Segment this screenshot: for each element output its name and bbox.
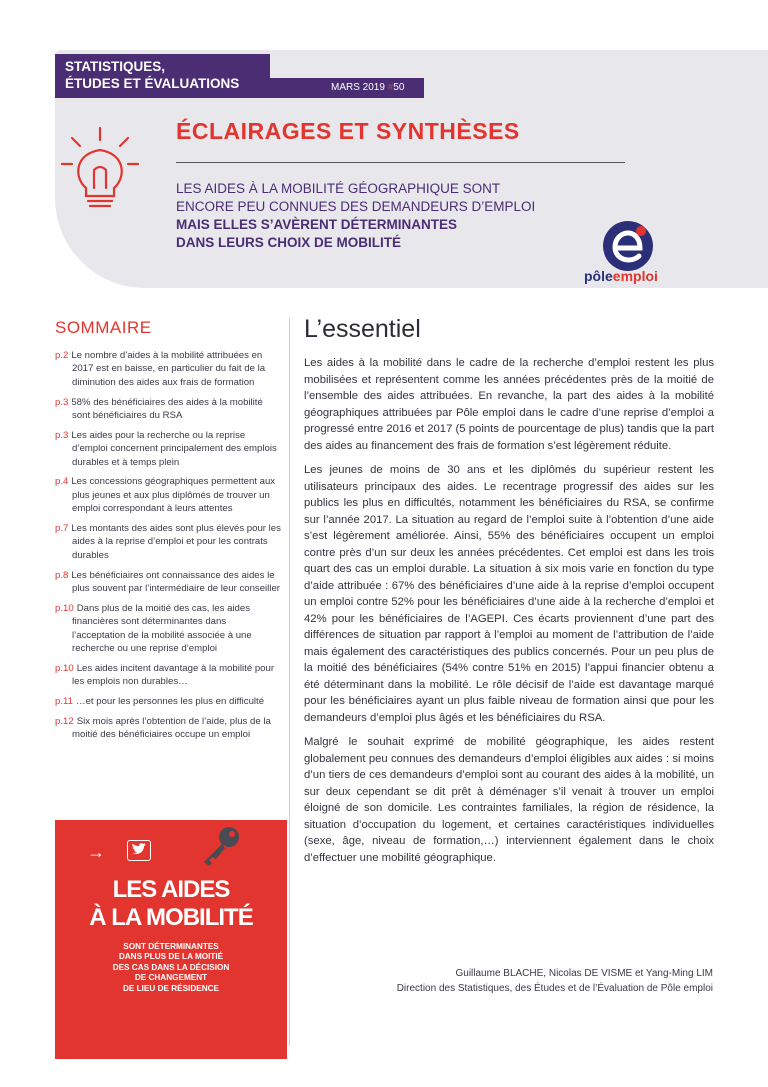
direction: Direction des Statistiques, des Études et de l’Évaluation de Pôle emploi [396, 983, 713, 994]
toc-item[interactable] [55, 349, 281, 389]
signature [300, 966, 713, 996]
promo-title [55, 876, 287, 932]
section-tag-line2: ÉTUDES ET ÉVALUATIONS [65, 76, 240, 91]
toc-page: p.10 [55, 662, 74, 674]
essentiel-heading: L’essentiel [304, 315, 421, 343]
lightbulb-icon [60, 126, 140, 212]
paragraph-2: Les jeunes de moins de 30 ans et les diplômés du supérieur restent les utilisateurs principaux des aides. Le recentrage progressif des aides sur les publics les plus en difficultés, notamment les bénéficiaires du RSA, se confirme sur l’année 2017. La situation au regard de l’emploi suite à l’obtention d’une aide s’est légèrement améliorée. Ainsi, 55% des bénéficiaires occupent un emploi contre près d’un sur deux les années précédentes. Cet emploi est dans les trois quart des cas un emploi durable. La situation à six mois varie en fonction du type d’aide attribuée : 67% des bénéficiaires d’une aide à la reprise d’emploi occupent un emploi contre 52% pour les bénéficiaires d’une aide à la recherche d’emploi et 42% pour les bénéficiaires de l’AGEPI. Ces écarts proviennent d’une part des différences de situation par rapport à l’emploi au moment de l’attribution de l’aide mais également des caractéristiques des publics concernés. Pour un peu plus de la moitié des bénéficiaires (54% contre 51% en 2015) l’appui financier obtenu a été déterminant dans la mobilité. Le rôle décisif de l’aide est davantage marqué pour les bénéficiaires ayant un plus faible niveau de formation ainsi que pour les demandeurs d’emploi plus âgés et les bénéficiaires du RSA. [304, 464, 714, 724]
toc-item[interactable] [55, 396, 281, 423]
issue-date [331, 80, 404, 96]
promo-sub-line2: DANS PLUS DE LA MOITIÉ [118, 952, 224, 962]
section-tag-line1: STATISTIQUES, [65, 59, 166, 74]
toc-text: Les aides pour la recherche ou la reprise d’emploi concernent principalement des emplois durables et à temps plein [71, 429, 277, 468]
toc-page: p.10 [55, 602, 74, 614]
toc-text: Les concessions géographiques permettent aux plus jeunes et aux plus diplômés de trouver un emploi correspondant à leurs attentes [71, 476, 276, 515]
sommaire-heading: SOMMAIRE [55, 318, 152, 337]
logo-word-pole: pôle [584, 268, 613, 284]
toc-item[interactable] [55, 662, 281, 689]
arrow-icon: → [87, 842, 105, 862]
subtitle [176, 180, 596, 252]
toc-page: p.8 [55, 569, 69, 581]
title-divider [176, 162, 625, 163]
subtitle-line1: LES AIDES À LA MOBILITÉ GÉOGRAPHIQUE SONT [176, 181, 501, 196]
toc-item[interactable] [55, 522, 281, 562]
promo-sub-line1: SONT DÉTERMINANTES [123, 942, 219, 951]
promo-title-line2: À LA MOBILITÉ [89, 904, 253, 931]
page-title: ÉCLAIRAGES ET SYNTHÈSES [176, 118, 520, 144]
toc-text: Les montants des aides sont plus élevés pour les aides à la reprise d’emploi et pour les contrats durables [71, 523, 281, 561]
promo-title-line1: LES AIDES [112, 876, 230, 903]
toc-page: p.11 [55, 696, 73, 708]
toc-item[interactable] [55, 429, 281, 469]
toc-page: p.3 [55, 429, 69, 441]
toc-text: …et pour les personnes les plus en difficulté [75, 696, 265, 708]
toc-page: p.2 [55, 350, 69, 361]
twitter-icon[interactable] [127, 840, 151, 861]
paragraph-1: Les aides à la mobilité dans le cadre de la recherche d’emploi restent les plus mobilisées et représentent comme les années précédentes près de la moitié de l’ensemble des aides attribuées. En revanche, la part des aides à la mobilité géographiques attribuées par Pôle emploi dans le cadre d’une reprise d’emploi a progressé entre 2016 et 2017 (5 points de pourcentage de plus) tandis que la part des aides au financement des frais de formation s’est légèrement réduite. [304, 357, 714, 452]
column-divider [289, 318, 290, 1046]
issue-number: 50 [393, 82, 405, 93]
key-icon [199, 824, 243, 868]
promo-subtitle [93, 942, 249, 994]
subtitle-line2: ENCORE PEU CONNUES DES DEMANDEURS D’EMPLOI [176, 199, 536, 214]
toc-page: p.3 [55, 396, 69, 408]
paragraph-3: Malgré le souhait exprimé de mobilité géographique, les aides restent globalement peu connues des demandeurs d’emploi éligibles aux aides : si moins d’un tiers de ces demandeurs d’emploi sont au courant des aides à la mobilité, un sur deux cependant se dit prêt à déménager s’il venait à trouver un emploi éloigné de son domicile. Les contraintes familiales, la région de résidence, la situation d’occupation du logement, et certaines caractéristiques individuelles (sexe, âge, niveau de formation,…) interviennent également dans le choix d’effectuer une mobilité géographique. [304, 736, 714, 864]
toc-item[interactable] [55, 602, 281, 656]
toc-item[interactable] [55, 715, 281, 742]
subtitle-line4: DANS LEURS CHOIX DE MOBILITÉ [176, 235, 402, 250]
toc-item[interactable] [55, 475, 281, 515]
pole-emploi-logo-text [584, 268, 658, 284]
toc-text: Les aides incitent davantage à la mobilité pour les emplois non durables… [72, 662, 275, 688]
promo-sub-line3: DES CAS DANS LA DÉCISION [112, 962, 230, 972]
authors: Guillaume BLACHE, Nicolas DE VISME et Yang-Ming LIM [455, 968, 713, 979]
toc-text: Six mois après l’obtention de l’aide, plus de la moitié des bénéficiaires occupe un emploi [72, 715, 271, 741]
section-tag [55, 54, 270, 98]
pole-emploi-logo-icon [602, 220, 654, 272]
date-text: MARS 2019 [331, 82, 385, 93]
essentiel-body [304, 355, 714, 874]
table-of-contents [55, 349, 281, 748]
toc-item[interactable] [55, 695, 281, 708]
promo-box [55, 820, 287, 1059]
toc-text: 58% des bénéficiaires des aides à la mobilité sont bénéficiaires du RSA [71, 396, 263, 422]
promo-sub-line4: DE CHANGEMENT [134, 973, 208, 983]
logo-word-emploi: emploi [612, 268, 658, 284]
toc-item[interactable] [55, 569, 281, 596]
toc-text: Les bénéficiaires ont connaissance des aides le plus souvent par l’intermédiaire de leur conseiller [71, 569, 280, 595]
toc-page: p.12 [55, 715, 74, 727]
toc-page: p.4 [55, 476, 69, 488]
subtitle-line3: MAIS ELLES S’AVÈRENT DÉTERMINANTES [176, 217, 458, 232]
toc-text: Le nombre d’aides à la mobilité attribuées en 2017 est en baisse, en particulier du fait de la diminution des aides aux frais de formation [71, 350, 266, 388]
promo-sub-line5: DE LIEU DE RÉSIDENCE [123, 983, 219, 993]
toc-text: Dans plus de la moitié des cas, les aides financières sont déterminantes dans l’acceptation de la mobilité associée à une recherche ou une reprise d’emploi [72, 602, 252, 655]
hash-symbol: # [387, 82, 394, 93]
toc-page: p.7 [55, 523, 69, 535]
